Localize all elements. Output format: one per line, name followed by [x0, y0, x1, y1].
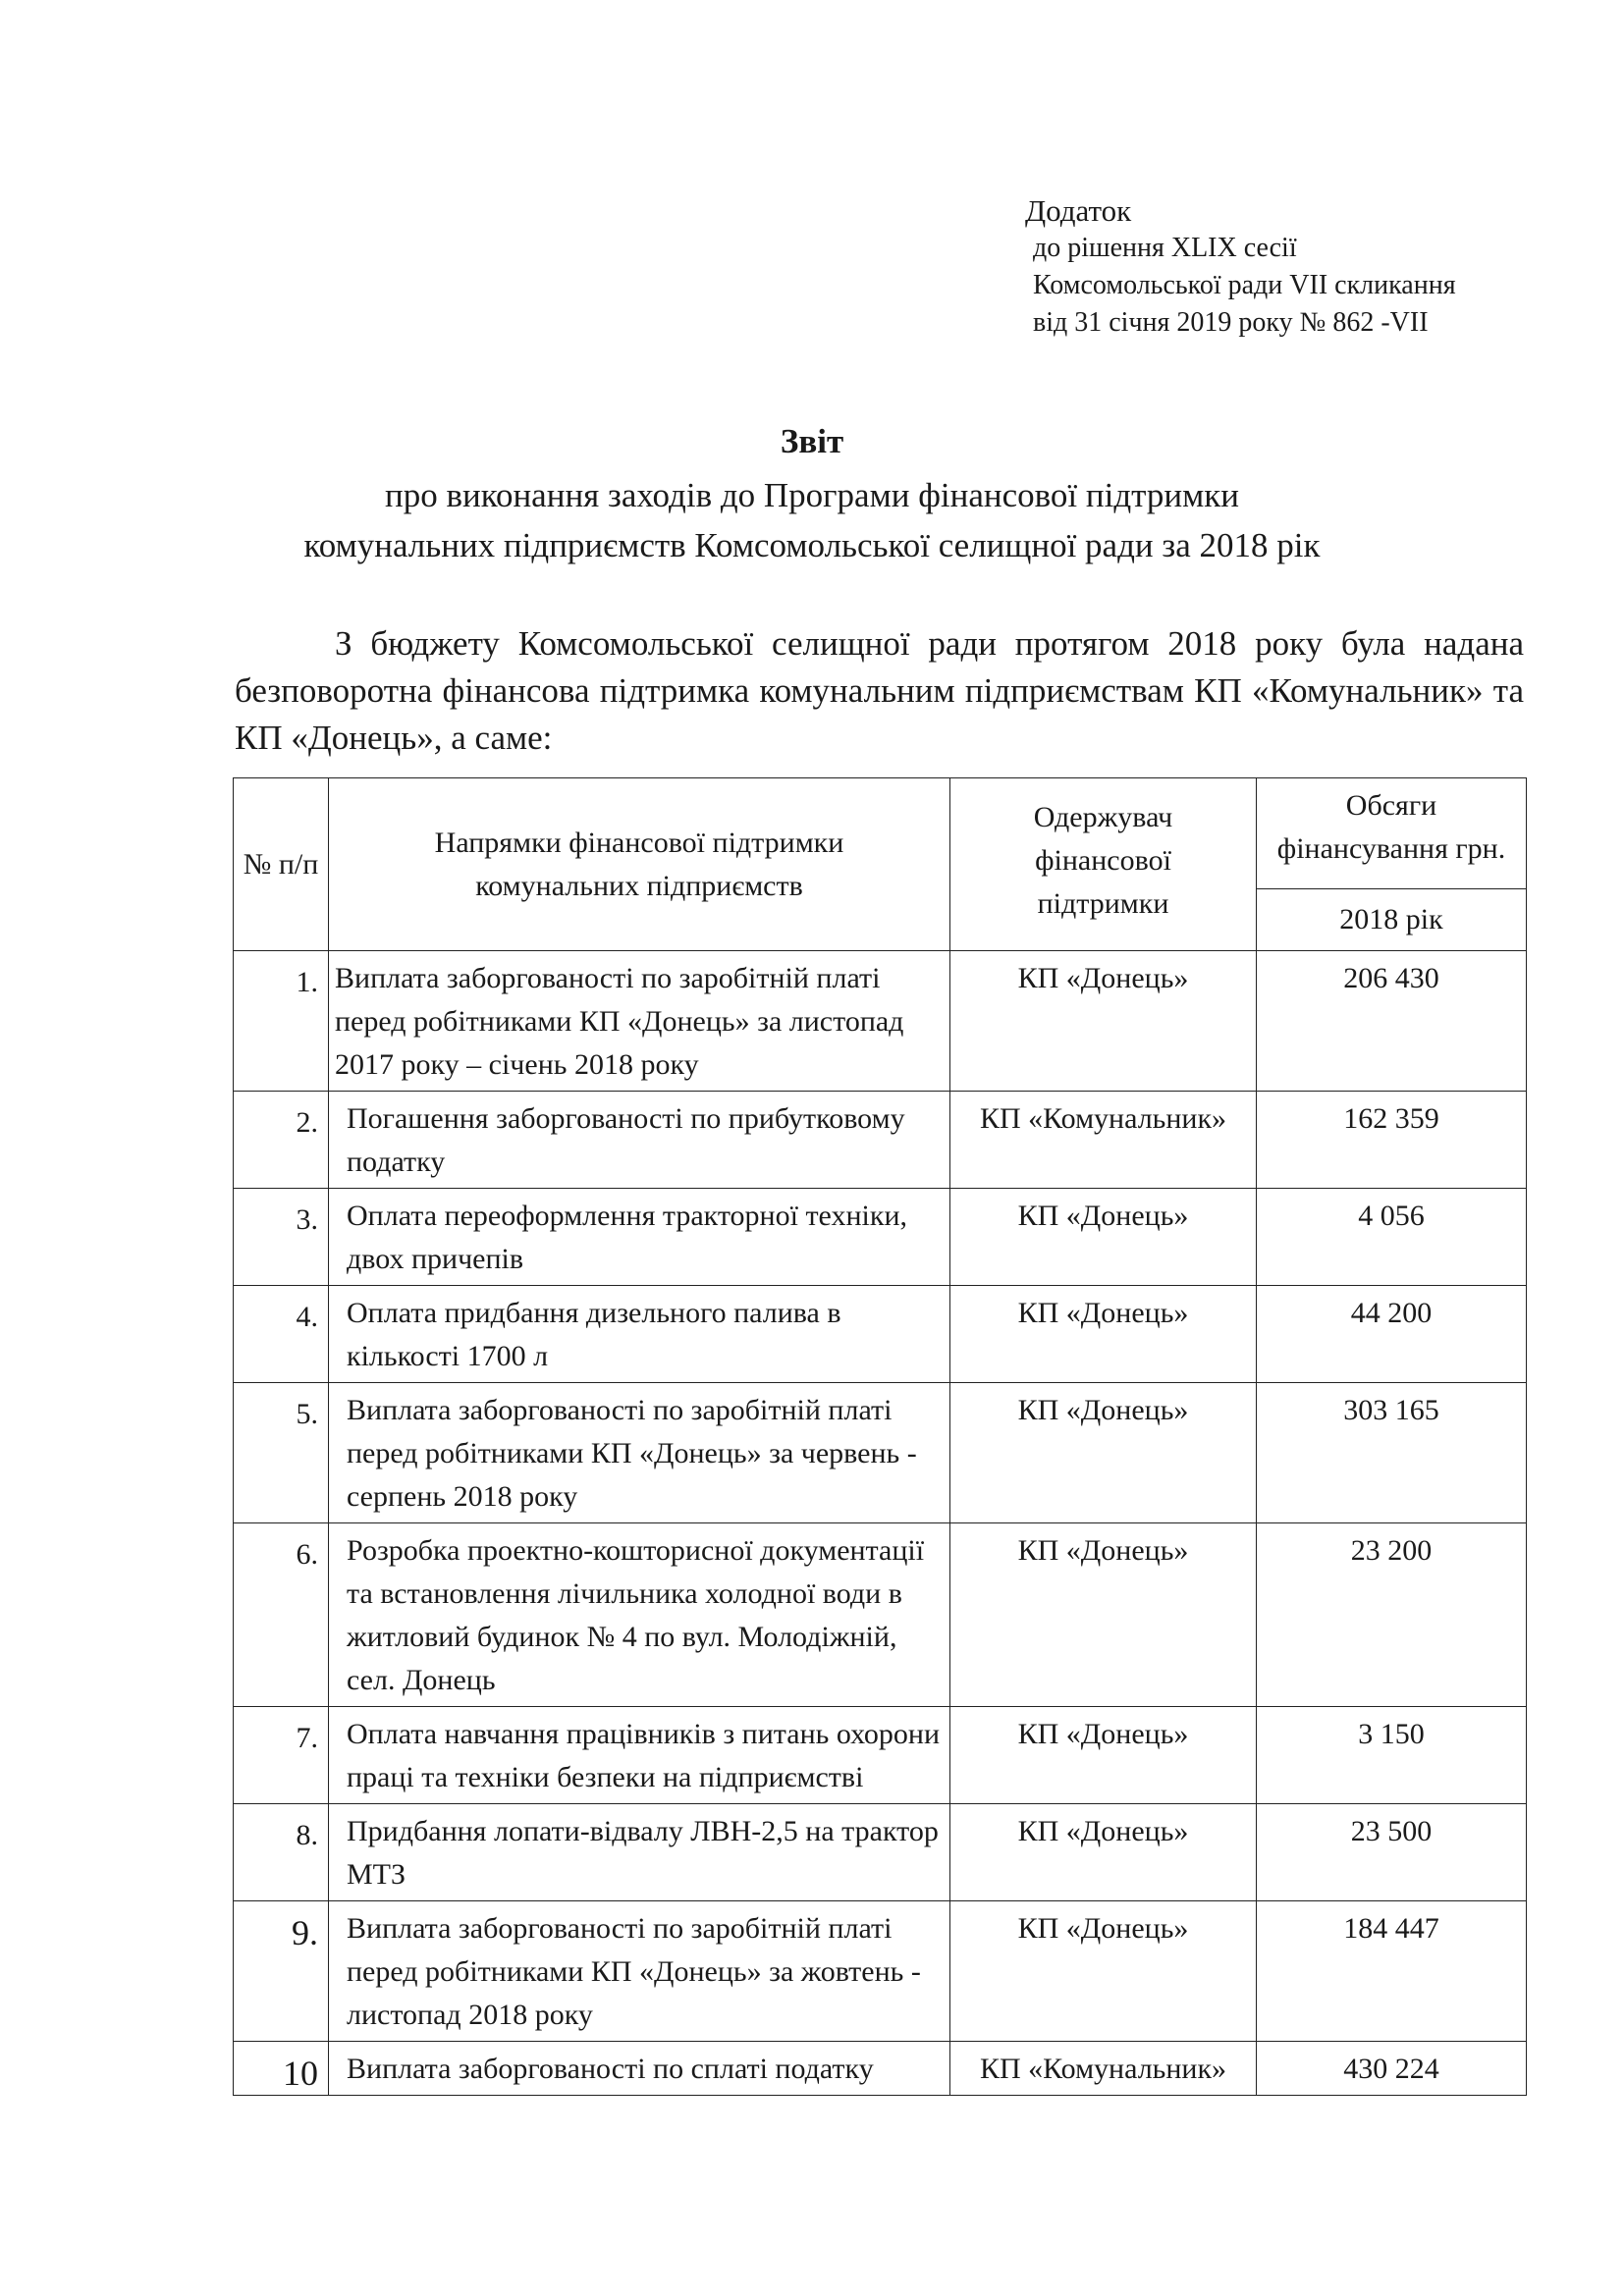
row-amount: 23 500 [1257, 1804, 1527, 1901]
header-number: № п/п [234, 778, 329, 951]
row-amount: 184 447 [1257, 1901, 1527, 2042]
header-volume-text: Обсяги фінансування грн. [1276, 789, 1506, 865]
table-row [234, 1383, 1527, 1523]
row-number: 7. [234, 1707, 329, 1804]
table-header-row [234, 778, 1527, 889]
row-direction: Виплата заборгованості по заробітній платі перед робітниками КП «Донець» за листопад 2017 року – січень 2018 року [329, 951, 950, 1092]
row-direction: Виплата заборгованості по заробітній платі перед робітниками КП «Донець» за червень - серпень 2018 року [329, 1383, 950, 1523]
annex-title: Додаток [1025, 193, 1132, 228]
table-row [234, 1286, 1527, 1383]
row-recipient: КП «Донець» [950, 1901, 1257, 2042]
row-number: 9. [234, 1901, 329, 2042]
row-number: 10 [234, 2042, 329, 2096]
table-row [234, 1901, 1527, 2042]
row-amount: 23 200 [1257, 1523, 1527, 1707]
table-row [234, 1804, 1527, 1901]
header-volume [1257, 778, 1527, 889]
row-number: 2. [234, 1092, 329, 1189]
row-recipient: КП «Комунальник» [950, 1092, 1257, 1189]
row-direction: Погашення заборгованості по прибутковому податку [329, 1092, 950, 1189]
row-amount: 206 430 [1257, 951, 1527, 1092]
row-direction: Виплата заборгованості по заробітній платі перед робітниками КП «Донець» за жовтень - листопад 2018 року [329, 1901, 950, 2042]
header-direction [329, 778, 950, 951]
row-recipient: КП «Комунальник» [950, 2042, 1257, 2096]
row-number: 3. [234, 1189, 329, 1286]
row-number: 6. [234, 1523, 329, 1707]
row-number: 4. [234, 1286, 329, 1383]
row-direction: Оплата придбання дизельного палива в кількості 1700 л [329, 1286, 950, 1383]
row-recipient: КП «Донець» [950, 1383, 1257, 1523]
row-amount: 162 359 [1257, 1092, 1527, 1189]
row-direction: Придбання лопати-відвалу ЛВН-2,5 на трактор МТЗ [329, 1804, 950, 1901]
report-subtitle-line2: комунальних підприємств Комсомольської селищної ради за 2018 рік [303, 526, 1321, 564]
row-number: 5. [234, 1383, 329, 1523]
row-direction: Оплата переоформлення тракторної техніки, двох причепів [329, 1189, 950, 1286]
row-direction: Оплата навчання працівників з питань охорони праці та техніки безпеки на підприємстві [329, 1707, 950, 1804]
row-recipient: КП «Донець» [950, 1707, 1257, 1804]
annex-decision: до рішення XLIX сесії [1033, 233, 1297, 263]
row-amount: 303 165 [1257, 1383, 1527, 1523]
table-row [234, 1092, 1527, 1189]
table-row [234, 2042, 1527, 2096]
report-subtitle-line1: про виконання заходів до Програми фінансової підтримки [384, 476, 1239, 514]
table-row [234, 951, 1527, 1092]
row-number: 8. [234, 1804, 329, 1901]
annex-date: від 31 січня 2019 року № 862 -VII [1033, 307, 1429, 338]
row-recipient: КП «Донець» [950, 1523, 1257, 1707]
financing-table [233, 777, 1527, 2096]
header-direction-text: Напрямки фінансової підтримки комунальних підприємств [434, 826, 844, 902]
intro-paragraph [235, 620, 1524, 762]
header-year: 2018 рік [1257, 889, 1527, 951]
annex-block [1025, 192, 1456, 342]
row-recipient: КП «Донець» [950, 1804, 1257, 1901]
row-amount: 44 200 [1257, 1286, 1527, 1383]
table-row [234, 1523, 1527, 1707]
row-recipient: КП «Донець» [950, 1286, 1257, 1383]
header-recipient-text: Одержувач фінансової підтримки [1033, 801, 1173, 920]
row-amount: 3 150 [1257, 1707, 1527, 1804]
header-recipient [950, 778, 1257, 951]
row-direction: Виплата заборгованості по сплаті податку [329, 2042, 950, 2096]
table-row [234, 1189, 1527, 1286]
intro-text: З бюджету Комсомольської селищної ради протягом 2018 року була надана безповоротна фінансова підтримка комунальним підприємствам КП «Комунальник» та КП «Донець», а саме: [235, 624, 1524, 757]
report-heading: Звіт [780, 422, 844, 460]
row-recipient: КП «Донець» [950, 1189, 1257, 1286]
row-recipient: КП «Донець» [950, 951, 1257, 1092]
row-direction: Розробка проектно-кошторисної документації та встановлення лічильника холодної води в житловий будинок № 4 по вул. Молодіжній, сел. Донець [329, 1523, 950, 1707]
row-number: 1. [234, 951, 329, 1092]
annex-council: Комсомольської ради VII скликання [1033, 270, 1456, 300]
row-amount: 430 224 [1257, 2042, 1527, 2096]
table-row [234, 1707, 1527, 1804]
row-amount: 4 056 [1257, 1189, 1527, 1286]
